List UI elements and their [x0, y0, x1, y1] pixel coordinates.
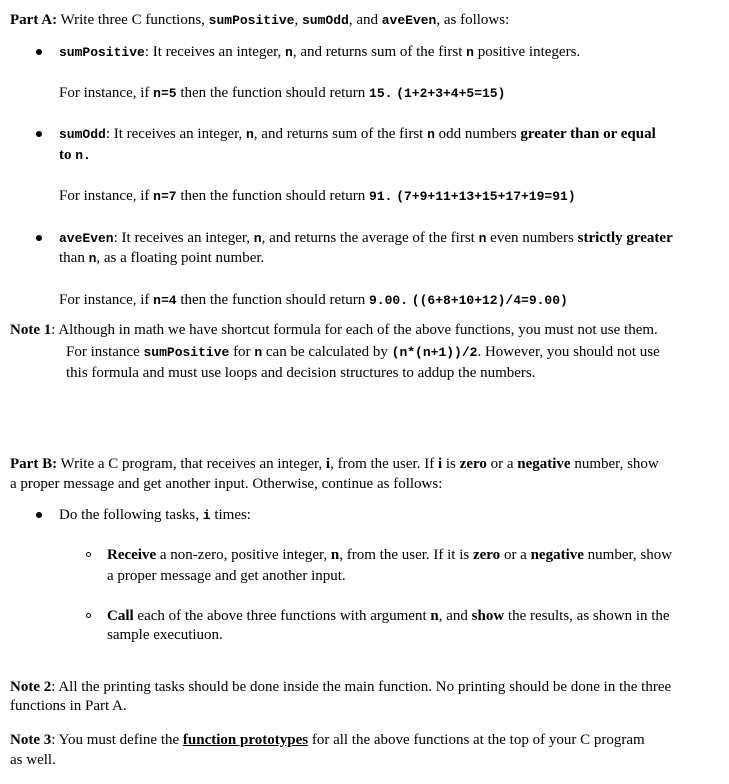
sub-bullet-receive-line2: a proper message and get another input.: [107, 568, 346, 584]
bullet-sumOdd-line2: to n.: [59, 147, 91, 163]
note-1-line2: For instance sumPositive for n can be calculated by (n*(n+1))/2. However, you should not use: [66, 344, 660, 360]
note-2-line2: functions in Part A.: [10, 698, 127, 714]
sub-bullet-icon: [86, 552, 91, 557]
sub-bullet-receive: Receive a non-zero, positive integer, n, from the user. If it is zero or a negative number, show: [107, 547, 673, 563]
fn-sumOdd: sumOdd: [302, 13, 349, 28]
example-sumOdd: For instance, if n=7 then the function should return 91. (7+9+11+13+15+17+19=91): [59, 188, 576, 204]
bullet-aveEven: aveEven: It receives an integer, n, and returns the average of the first n even numbers strictly greater: [59, 230, 673, 246]
note-3-line2: as well.: [10, 752, 56, 768]
bullet-icon: [36, 131, 42, 137]
note-1-line3: this formula and must use loops and decision structures to addup the numbers.: [66, 365, 536, 381]
example-sumPositive: For instance, if n=5 then the function should return 15. (1+2+3+4+5=15): [59, 85, 506, 101]
bullet-sumOdd: sumOdd: It receives an integer, n, and returns sum of the first n odd numbers greater than or equal: [59, 126, 656, 142]
bullet-icon: [36, 49, 42, 55]
part-b-line2: a proper message and get another input. Otherwise, continue as follows:: [10, 476, 443, 492]
function-prototypes-link: function prototypes: [182, 732, 309, 748]
fn-aveEven: aveEven: [381, 13, 437, 28]
part-b-label: Part B:: [10, 456, 58, 472]
sub-bullet-icon: [86, 613, 91, 618]
bullet-icon: [36, 512, 42, 518]
note-3: Note 3: You must define the function prototypes for all the above functions at the top of your C program: [10, 732, 645, 748]
part-b-intro: Part B: Write a C program, that receives an integer, i, from the user. If i is zero or a negative number, show: [10, 456, 659, 472]
bullet-icon: [36, 235, 42, 241]
bullet-aveEven-line2: than n, as a floating point number.: [59, 250, 265, 266]
note-1: Note 1: Although in math we have shortcut formula for each of the above functions, you must not use them.: [10, 322, 658, 338]
note-2: Note 2: All the printing tasks should be done inside the main function. No printing should be done in the three: [10, 679, 672, 695]
bullet-sumPositive: sumPositive: It receives an integer, n, and returns sum of the first n positive integers.: [59, 44, 581, 60]
part-b-bullet: Do the following tasks, i times:: [59, 507, 251, 523]
part-a-intro: Part A: Write three C functions, sumPositive, sumOdd, and aveEven, as follows:: [10, 12, 510, 28]
fn-sumPositive: sumPositive: [208, 13, 295, 28]
example-aveEven: For instance, if n=4 then the function should return 9.00. ((6+8+10+12)/4=9.00): [59, 292, 568, 308]
sub-bullet-call-line2: sample executiuon.: [107, 627, 223, 643]
sub-bullet-call: Call each of the above three functions with argument n, and show the results, as shown in the: [107, 608, 670, 624]
part-a-label: Part A:: [10, 12, 58, 28]
